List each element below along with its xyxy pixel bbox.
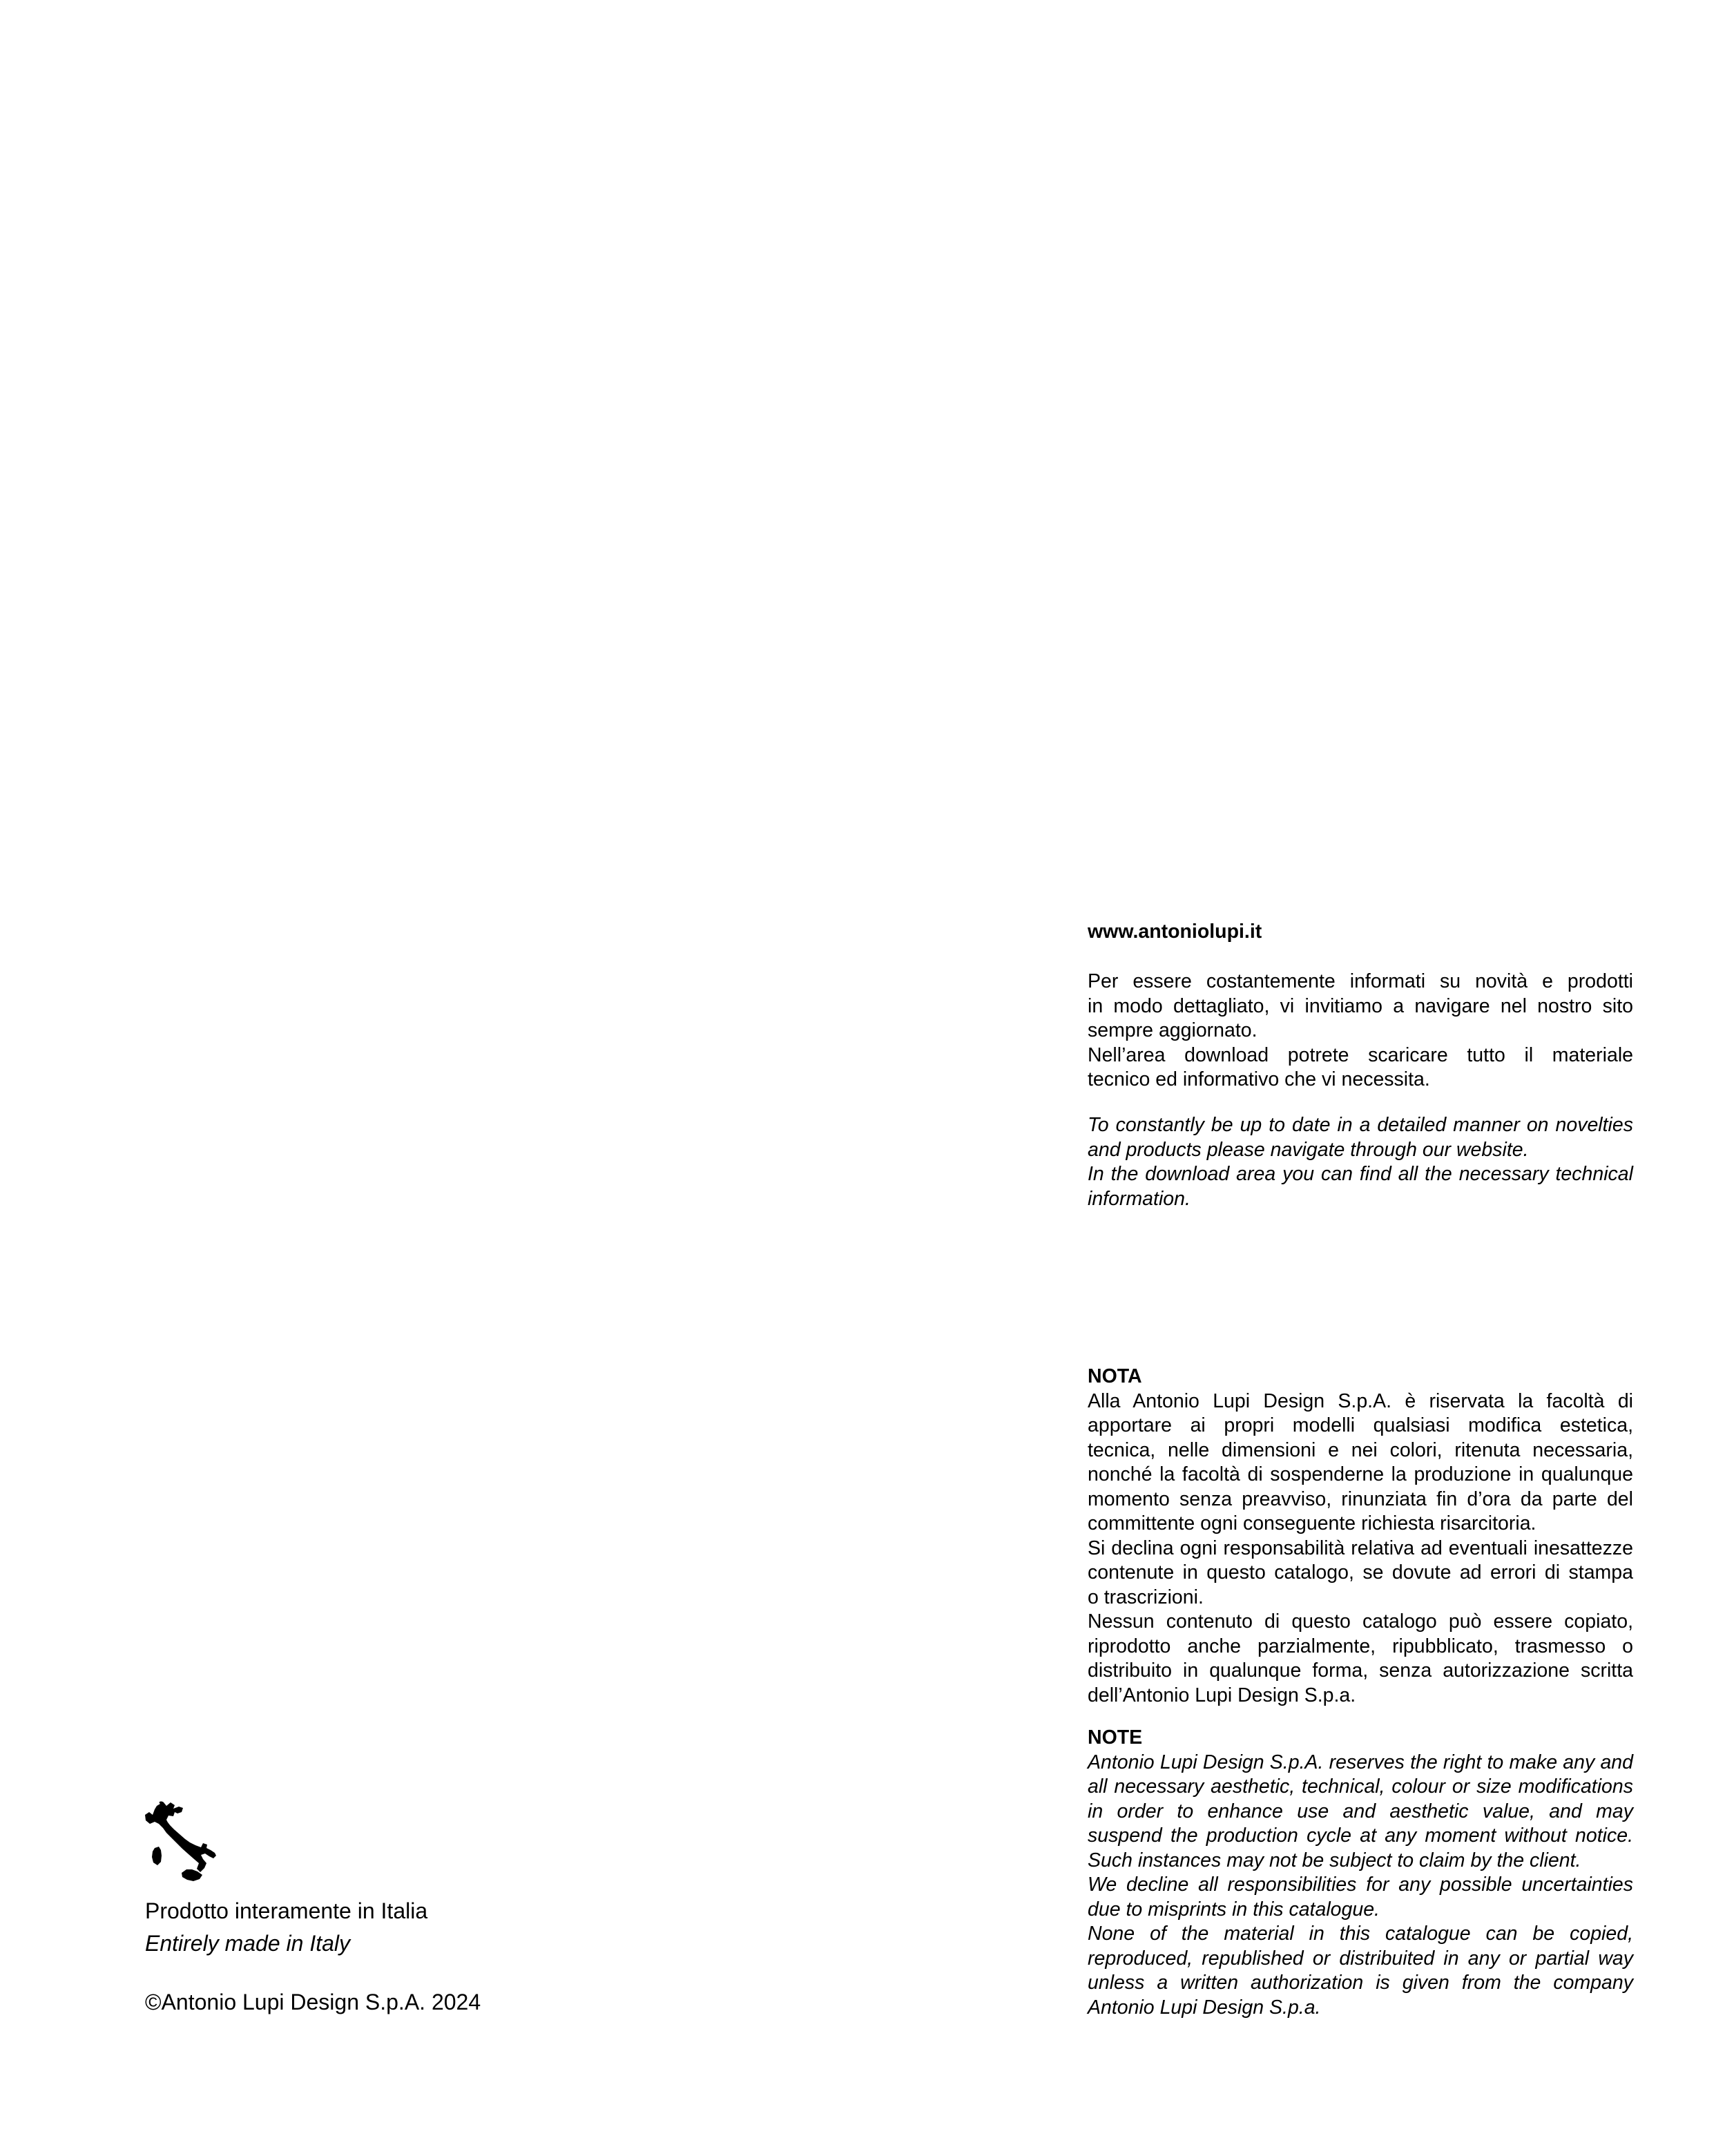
text-line: committente ogni conseguente richiesta risarcitoria. [1088,1512,1536,1534]
text-line: nonché la facoltà di sospenderne la produzione in qualunque [1088,1463,1633,1485]
made-in-italy-italian: Prodotto interamente in Italia [145,1898,428,1923]
text-line: In the download area you can find all the necessary technical [1088,1163,1633,1185]
copyright-line: ©Antonio Lupi Design S.p.A. 2024 [145,1990,481,2014]
text-line: Alla Antonio Lupi Design S.p.A. è riservata la facoltà di [1088,1389,1633,1412]
text-line: unless a written authorization is given from the company [1088,1972,1633,1994]
text-line: We decline all responsibilities for any possible uncertainties [1088,1874,1633,1896]
text-line: Nell’area download potrete scaricare tutto il materiale [1088,1043,1633,1066]
text-line: Per essere costantemente informati su novità e prodotti [1088,970,1633,992]
nota-heading: NOTA [1088,1365,1142,1387]
note-section [1088,1726,1633,2020]
italy-map-icon [143,1800,216,1885]
intro-paragraph-english [1088,1113,1633,1211]
text-line: Such instances may not be subject to claim by the client. [1088,1849,1581,1871]
text-line: apportare ai propri modelli qualsiasi modifica estetica, [1088,1414,1633,1436]
made-in-italy-english: Entirely made in Italy [145,1931,351,1956]
text-line: momento senza preavviso, rinunziata fin d’ora da parte del [1088,1488,1633,1510]
text-line: tecnico ed informativo che vi necessita. [1088,1068,1430,1090]
text-line: distribuito in qualunque forma, senza autorizzazione scritta [1088,1659,1633,1682]
text-line: To constantly be up to date in a detailed manner on novelties [1088,1114,1633,1136]
text-line: suspend the production cycle at any moment without notice. [1088,1825,1633,1847]
text-line: contenute in questo catalogo, se dovute ad errori di stampa [1088,1561,1633,1584]
website-url: www.antoniolupi.it [1088,921,1262,943]
text-line: due to misprints in this catalogue. [1088,1898,1380,1921]
text-line: all necessary aesthetic, technical, colour or size modifications [1088,1775,1633,1798]
intro-paragraph-italian [1088,970,1633,1093]
nota-paragraph-italian [1088,1389,1633,1709]
text-line: o trascrizioni. [1088,1586,1204,1608]
text-line: information. [1088,1187,1191,1210]
text-line: Antonio Lupi Design S.p.a. [1088,1996,1321,2019]
text-line: None of the material in this catalogue can be copied, [1088,1923,1633,1945]
text-line: in modo dettagliato, vi invitiamo a navigare nel nostro sito [1088,994,1633,1017]
nota-section [1088,1365,1633,1708]
text-line: sempre aggiornato. [1088,1019,1257,1041]
text-line: Si declina ogni responsabilità relativa ad eventuali inesattezze [1088,1537,1633,1559]
text-line: and products please navigate through our website. [1088,1138,1529,1161]
made-in-italy-block [145,1895,427,1960]
text-line: tecnica, nelle dimensioni e nei colori, ritenuta necessaria, [1088,1438,1633,1461]
note-paragraph-english [1088,1751,1633,2021]
text-line: Antonio Lupi Design S.p.A. reserves the right to make any and [1088,1751,1633,1773]
text-line: in order to enhance use and aesthetic value, and may [1088,1800,1633,1822]
text-line: Nessun contenuto di questo catalogo può essere copiato, [1088,1610,1633,1633]
text-line: dell’Antonio Lupi Design S.p.a. [1088,1684,1356,1706]
note-heading: NOTE [1088,1726,1143,1749]
text-line: reproduced, republished or distribuited in any or partial way [1088,1947,1633,1970]
text-line: riprodotto anche parzialmente, ripubblicato, trasmesso o [1088,1635,1633,1657]
